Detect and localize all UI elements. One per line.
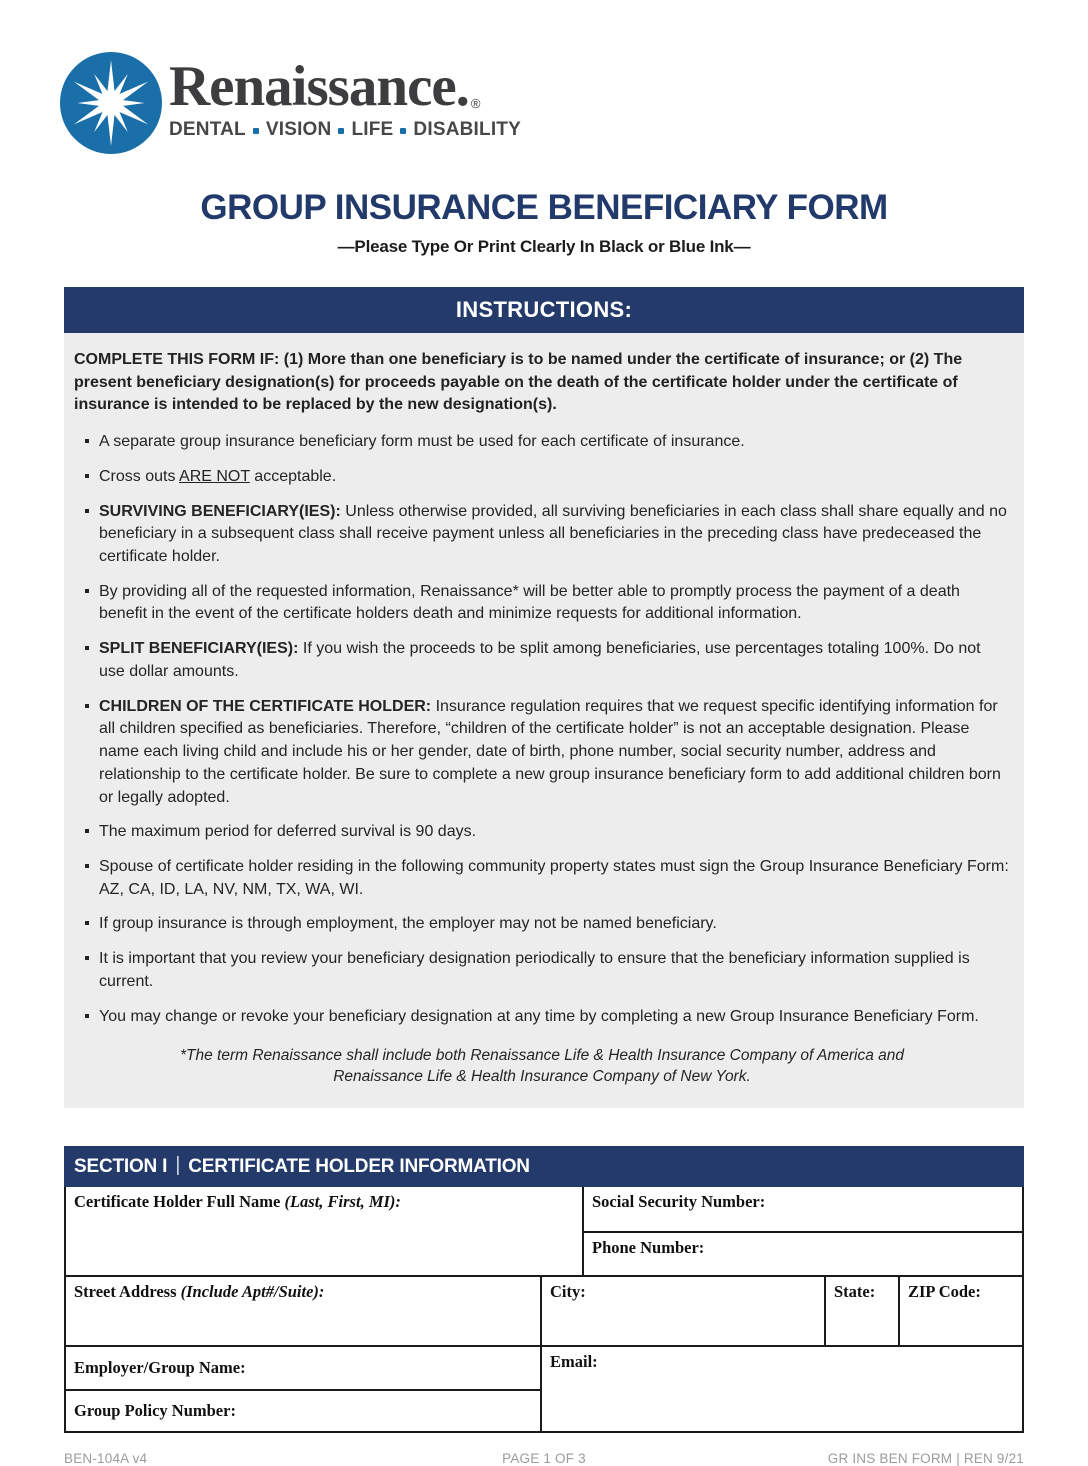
page-indicator: PAGE 1 OF 3 <box>502 1451 586 1466</box>
tagline-word: VISION <box>265 119 332 140</box>
registered-trademark: ® <box>470 96 481 111</box>
employer-group-name-field[interactable] <box>66 1347 540 1389</box>
instruction-bullet-text: It is important that you review your beneficiary designation periodically to ensure that the beneficiary information supplied is current. <box>99 950 970 990</box>
instruction-bullet <box>74 696 1010 810</box>
brand-name: Renaissance. <box>169 55 469 118</box>
bullet-marker-icon <box>85 509 89 513</box>
instructions-bullet-list <box>74 431 1010 1028</box>
page-footer <box>64 1451 1024 1466</box>
bullet-marker-icon <box>85 829 89 833</box>
section-1-title: CERTIFICATE HOLDER INFORMATION <box>188 1155 530 1177</box>
instruction-bullet-text: CHILDREN OF THE CERTIFICATE HOLDER: Insurance regulation requires that we request specific identifying information for all children specified as beneficiaries. Therefore, “children of the certificate holder” is not an acceptable designation. Please name each living child and include his or her gender, date of birth, phone number, social security number, address and relationship to the certificate holder. Be sure to complete a new group insurance beneficiary form to add additional children born or legally adopted. <box>99 697 1001 806</box>
bullet-marker-icon <box>85 704 89 708</box>
zip-code-label: ZIP Code: <box>908 1282 981 1302</box>
bullet-marker-icon <box>85 956 89 960</box>
bullet-marker-icon <box>85 864 89 868</box>
brand-tagline <box>169 119 521 141</box>
form-revision: GR INS BEN FORM | REN 9/21 <box>827 1451 1024 1466</box>
instruction-bullet-text: SPLIT BENEFICIARY(IES): If you wish the proceeds to be split among beneficiaries, use percentages totaling 100%. Do not use dollar amounts. <box>99 640 981 680</box>
page-title: GROUP INSURANCE BENEFICIARY FORM <box>200 188 888 227</box>
phone-label: Phone Number: <box>592 1238 705 1258</box>
instructions-intro: COMPLETE THIS FORM IF: (1) More than one beneficiary is to be named under the certificate of insurance; or (2) The present beneficiary designation(s) for proceeds payable on the death of the certificate holder under the certificate of insurance is intended to be replaced by the new designation(s). <box>74 351 963 414</box>
starburst-icon <box>60 52 162 154</box>
bullet-marker-icon <box>85 646 89 650</box>
logo-text <box>169 52 521 141</box>
instruction-bullet-text: If group insurance is through employment, the employer may not be named beneficiary. <box>99 915 717 933</box>
tagline-word: DENTAL <box>169 119 246 140</box>
section-separator: | <box>175 1154 181 1177</box>
state-field[interactable] <box>824 1277 898 1345</box>
bullet-marker-icon <box>85 474 89 478</box>
email-label: Email: <box>550 1352 598 1372</box>
tagline-dot-icon <box>338 128 344 134</box>
state-label: State: <box>834 1282 876 1302</box>
zip-code-field[interactable] <box>898 1277 1022 1345</box>
instruction-bullet-text: SURVIVING BENEFICIARY(IES): Unless otherwise provided, all surviving beneficiaries in each class shall share equally and no beneficiary in a subsequent class shall receive payment unless all beneficiaries in the preceding class have predeceased the certificate holder. <box>99 502 1007 566</box>
certificate-holder-name-field[interactable] <box>66 1187 582 1275</box>
instruction-bullet <box>74 948 1010 993</box>
ssn-field[interactable] <box>584 1187 1022 1231</box>
instruction-bullet <box>74 1006 1010 1029</box>
street-address-field[interactable] <box>66 1277 540 1345</box>
group-policy-number-label: Group Policy Number: <box>74 1401 236 1421</box>
instructions-footnote: *The term Renaissance shall include both Renaissance Life & Health Insurance Company of America and Renaissance Life & Health Insurance Company of New York. <box>179 1047 904 1086</box>
street-address-label: Street Address <box>74 1282 181 1302</box>
instruction-bullet <box>74 581 1010 626</box>
phone-field[interactable] <box>584 1231 1022 1275</box>
ssn-label: Social Security Number: <box>592 1192 766 1212</box>
bullet-marker-icon <box>85 439 89 443</box>
tagline-word: LIFE <box>351 119 394 140</box>
instruction-bullet-text: By providing all of the requested information, Renaissance* will be better able to promptly process the payment of a death benefit in the event of the certificate holders death and minimize requests for additional information. <box>99 582 960 623</box>
certificate-holder-table <box>64 1187 1024 1433</box>
employer-group-name-label: Employer/Group Name: <box>74 1358 246 1378</box>
instruction-bullet-text: A separate group insurance beneficiary form must be used for each certificate of insurance. <box>99 433 745 451</box>
certificate-holder-name-hint: (Last, First, MI): <box>284 1192 401 1212</box>
group-policy-number-field[interactable] <box>66 1389 540 1431</box>
company-logo <box>60 52 1024 154</box>
instructions-panel <box>64 333 1024 1108</box>
instruction-bullet <box>74 821 1010 844</box>
certificate-holder-name-label: Certificate Holder Full Name <box>74 1192 285 1212</box>
section-1-label: SECTION I <box>74 1155 168 1177</box>
tagline-word: DISABILITY <box>413 119 521 140</box>
instruction-bullet <box>74 466 1010 489</box>
street-address-hint: (Include Apt#/Suite): <box>180 1282 325 1302</box>
section-1-header <box>64 1146 1024 1187</box>
instruction-bullet-text: Cross outs ARE NOT acceptable. <box>99 467 337 485</box>
instruction-bullet-text: Spouse of certificate holder residing in the following community property states must sign the Group Insurance Beneficiary Form: AZ, CA, ID, LA, NV, NM, TX, WA, WI. <box>99 857 1009 898</box>
instruction-bullet-text: You may change or revoke your beneficiary designation at any time by completing a new Group Insurance Beneficiary Form. <box>99 1007 979 1025</box>
tagline-dot-icon <box>400 128 406 134</box>
bullet-marker-icon <box>85 589 89 593</box>
city-field[interactable] <box>540 1277 824 1345</box>
instruction-bullet <box>74 501 1010 569</box>
instruction-bullet <box>74 638 1010 683</box>
instructions-section <box>64 287 1024 1108</box>
bullet-marker-icon <box>85 921 89 925</box>
instruction-bullet-text: The maximum period for deferred survival is 90 days. <box>99 823 477 841</box>
city-label: City: <box>550 1282 586 1302</box>
email-field[interactable] <box>540 1347 1022 1431</box>
form-number: BEN-104A v4 <box>64 1451 148 1466</box>
instructions-header: INSTRUCTIONS: <box>64 287 1024 333</box>
tagline-dot-icon <box>253 128 259 134</box>
bullet-marker-icon <box>85 1014 89 1018</box>
instruction-bullet <box>74 431 1010 454</box>
page-subtitle: —Please Type Or Print Clearly In Black or Blue Ink— <box>337 237 751 256</box>
instruction-bullet <box>74 856 1010 901</box>
instruction-bullet <box>74 913 1010 936</box>
section-1 <box>64 1146 1024 1433</box>
